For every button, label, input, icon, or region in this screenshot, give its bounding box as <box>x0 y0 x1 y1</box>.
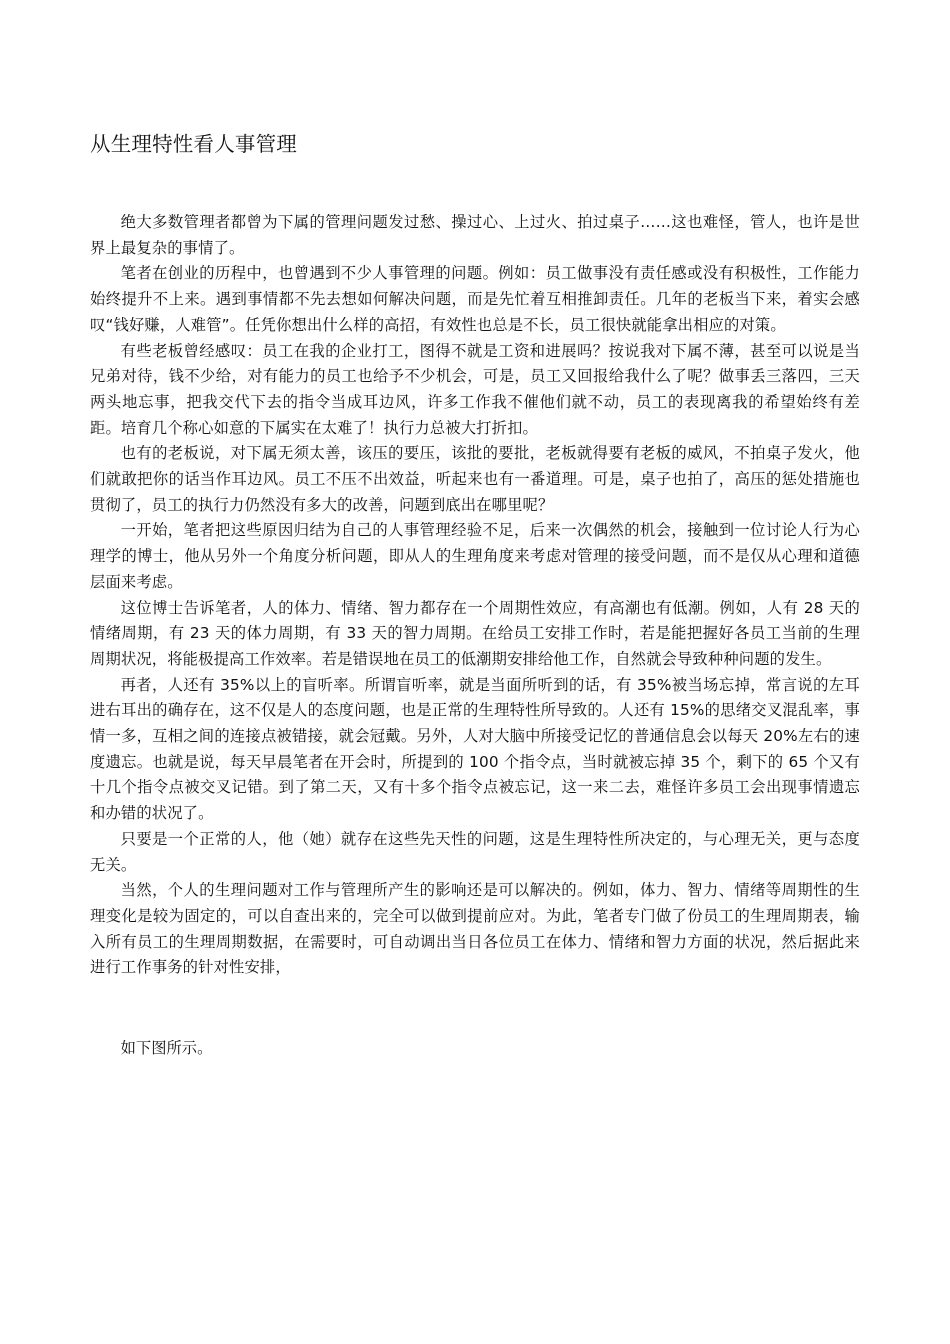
paragraph: 只要是一个正常的人，他（她）就存在这些先天性的问题，这是生理特性所决定的，与心理无关，更与态度无关。 <box>90 829 860 874</box>
paragraph: 一开始，笔者把这些原因归结为自己的人事管理经验不足，后来一次偶然的机会，接触到一位讨论人行为心理学的博士，他从另外一个角度分析问题，即从人的生理角度来考虑对管理的接受问题，而不是仅从心理和道德层面来考虑。 <box>90 521 860 591</box>
paragraph: 也有的老板说，对下属无须太善，该压的要压，该批的要批，老板就得要有老板的威风，不拍桌子发火，他们就敢把你的话当作耳边风。员工不压不出效益，听起来也有一番道理。可是，桌子也拍了，高压的惩处措施也贯彻了，员工的执行力仍然没有多大的改善，问题到底出在哪里呢？ <box>90 444 860 514</box>
paragraph: 当然，个人的生理问题对工作与管理所产生的影响还是可以解决的。例如，体力、智力、情绪等周期性的生理变化是较为固定的，可以自查出来的，完全可以做到提前应对。为此，笔者专门做了份员工的生理周期表，输入所有员工的生理周期数据，在需要时，可自动调出当日各位员工在体力、情绪和智力方面的状况，然后据此来进行工作事务的针对性安排， <box>90 881 860 977</box>
closing-line: 如下图所示。 <box>120 1039 213 1057</box>
page-title: 从生理特性看人事管理 <box>90 132 297 156</box>
article-body <box>90 210 860 981</box>
paragraph: 有些老板曾经感叹：员工在我的企业打工，图得不就是工资和进展吗？按说我对下属不薄，甚至可以说是当兄弟对待，钱不少给，对有能力的员工也给予不少机会，可是，员工又回报给我什么了呢？做事丢三落四，三天两头地忘事，把我交代下去的指令当成耳边风，许多工作我不催他们就不动，员工的表现离我的希望始终有差距。培育几个称心如意的下属实在太难了！执行力总被大打折扣。 <box>90 341 860 437</box>
paragraph: 笔者在创业的历程中，也曾遇到不少人事管理的问题。例如：员工做事没有责任感或没有积极性，工作能力始终提升不上来。遇到事情都不先去想如何解决问题，而是先忙着互相推卸责任。几年的老板当下来，着实会感叹“钱好赚，人难管”。任凭你想出什么样的高招，有效性也总是不长，员工很快就能拿出相应的对策。 <box>90 264 860 334</box>
paragraph: 这位博士告诉笔者，人的体力、情绪、智力都存在一个周期性效应，有高潮也有低潮。例如，人有 28 天的情绪周期，有 23 天的体力周期，有 33 天的智力周期。在给员工安排工作时，若是能把握好各员工当前的生理周期状况，将能极提高工作效率。若是错误地在员工的低潮期安排给他工作，自然就会导致种种问题的发生。 <box>90 598 860 668</box>
paragraph: 绝大多数管理者都曾为下属的管理问题发过愁、操过心、上过火、拍过桌子……这也难怪，管人，也许是世界上最复杂的事情了。 <box>90 213 860 257</box>
paragraph: 再者，人还有 35%以上的盲听率。所谓盲听率，就是当面所听到的话，有 35%被当场忘掉，常言说的左耳进右耳出的确存在，这不仅是人的态度问题，也是正常的生理特性所导致的。人还有 15%的思绪交叉混乱率，事情一多，互相之间的连接点被错接，就会冠戴。另外，人对大脑中所接受记忆的普通信息会以每天 20%左右的速度遗忘。也就是说，每天早晨笔者在开会时，所提到的 100 个指令点，当时就被忘掉 35 个，剩下的 65 个又有十几个指令点被交叉记错。到了第二天，又有十多个指令点被忘记，这一来二去，难怪许多员工会出现事情遗忘和办错的状况了。 <box>90 675 860 823</box>
